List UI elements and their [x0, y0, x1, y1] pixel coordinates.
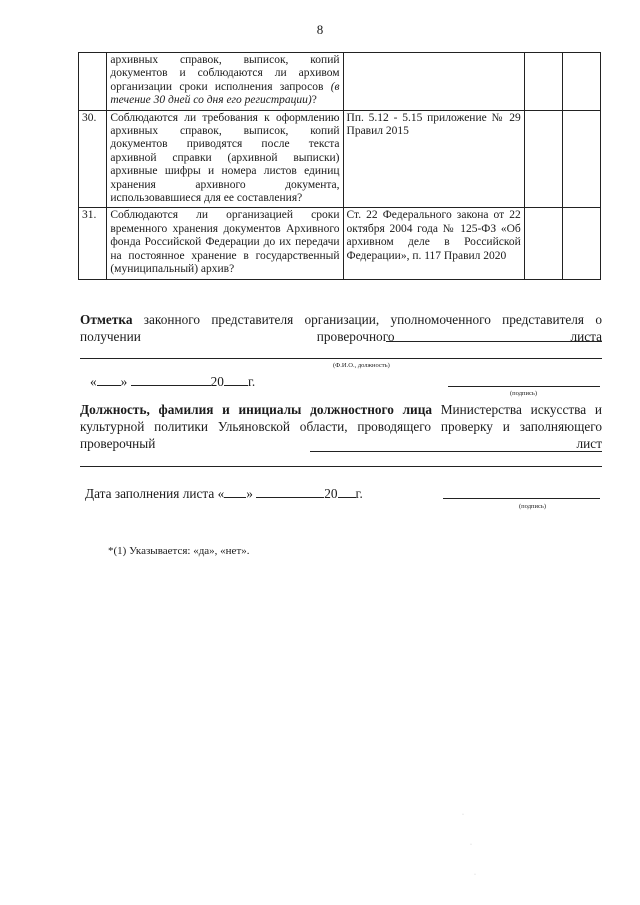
date-quote-open: « — [90, 374, 97, 389]
row-question — [107, 208, 343, 279]
answer-cell — [524, 208, 562, 279]
fill-month-field[interactable] — [256, 485, 324, 498]
question-text: архивных справок, выписок, копий документов и соблюдаются ли архивом организации сроки исполнения запросов — [110, 54, 340, 93]
year-suffix: г. — [247, 374, 256, 389]
official-text: Министерства искусства и культурной политики Ульяновской области, проводящего проверку и заполняющего проверочный лист — [80, 402, 602, 451]
official-line-2[interactable] — [80, 466, 602, 467]
representative-date — [90, 373, 290, 390]
row-reference: Ст. 22 Федерального закона от 22 октября 2004 года № 125-ФЗ «Об архивном деле в Российской Федерации», п. 117 Правил 2020 — [343, 208, 524, 279]
note-cell — [562, 208, 600, 279]
answer-cell — [524, 53, 562, 111]
signature-caption: (подпись) — [510, 390, 537, 397]
note-cell — [562, 53, 600, 111]
year-prefix: 20 — [210, 374, 224, 389]
row-question — [107, 110, 343, 208]
row-number: 30. — [79, 110, 107, 208]
representative-bold-label: Отметка — [80, 312, 133, 327]
representative-fio-line[interactable] — [80, 358, 602, 359]
table-row — [79, 53, 601, 111]
checklist-table — [78, 52, 601, 280]
margin-mark: · — [470, 842, 472, 848]
page-number: 8 — [316, 22, 324, 37]
fill-signature-line[interactable] — [443, 498, 600, 499]
question-text: Соблюдаются ли организацией сроки временного хранения документов Архивного фонда Российской Федерации до их передачи на постоянное хранение в государственный (муниципальный) архив? — [110, 209, 340, 276]
table-row — [79, 208, 601, 279]
footnote: *(1) Указывается: «да», «нет». — [108, 545, 250, 557]
row-question — [107, 53, 343, 111]
fio-caption: (Ф.И.О., должность) — [333, 362, 390, 369]
row-number — [79, 53, 107, 111]
date-quote-close: » — [120, 374, 128, 389]
official-line — [80, 401, 602, 452]
fill-year-field[interactable] — [338, 485, 356, 498]
row-reference — [343, 53, 524, 111]
row-reference: Пп. 5.12 - 5.15 приложение № 29 Правил 2015 — [343, 110, 524, 208]
fill-year-prefix: 20 — [324, 486, 338, 501]
official-line-1[interactable] — [310, 451, 602, 452]
fill-day-field[interactable] — [224, 485, 246, 498]
day-field[interactable] — [97, 373, 121, 386]
year-field[interactable] — [224, 373, 248, 386]
official-bold-label: Должность, фамилия и инициалы должностного лица — [80, 402, 433, 417]
row-number: 31. — [79, 208, 107, 279]
representative-mark-line1 — [80, 311, 602, 345]
question-tail: ? — [311, 94, 317, 107]
fill-date — [85, 485, 415, 502]
month-field[interactable] — [131, 373, 211, 386]
fill-year-suffix: г. — [355, 486, 363, 501]
note-cell — [562, 110, 600, 208]
table-row — [79, 110, 601, 208]
question-italic-text: (в течение 30 дней со дня его регистрации) — [110, 80, 340, 107]
fill-date-quote-close: » — [246, 486, 253, 501]
representative-signature-line[interactable] — [448, 386, 600, 387]
margin-mark: · — [462, 812, 464, 818]
representative-text: законного представителя организации, уполномоченного представителя о получении проверочного листа — [80, 312, 602, 344]
fill-signature-caption: (подпись) — [519, 503, 546, 510]
fill-date-label: Дата заполнения листа « — [85, 486, 225, 501]
answer-cell — [524, 110, 562, 208]
question-text: Соблюдаются ли требования к оформлению архивных справок, выписок, копий документов приводятся после текста архивной справки (архивной выписки) архивные шифры и номера листов единиц хранения архивного документа, использовавшиеся для ее составления? — [110, 111, 340, 205]
margin-mark: · — [474, 872, 476, 878]
representative-line-1[interactable] — [386, 341, 602, 342]
